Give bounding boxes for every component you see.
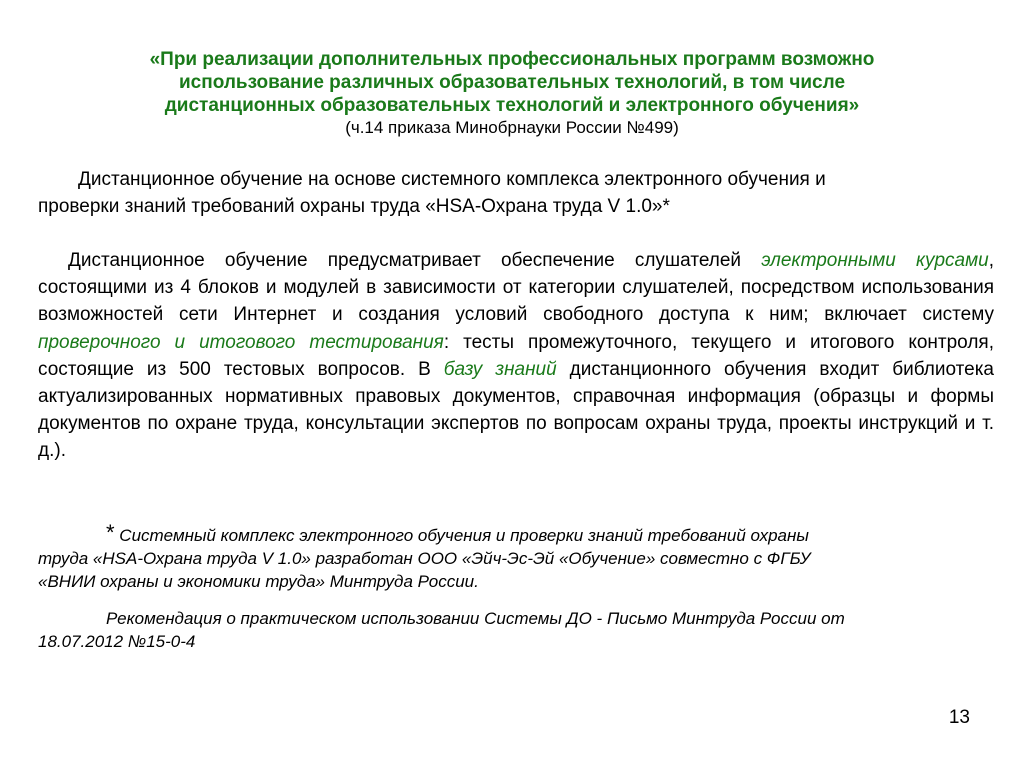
title-source: (ч.14 приказа Минобрнауки России №499) <box>345 118 679 137</box>
footnote <box>38 521 994 593</box>
footnote-text: Системный комплекс электронного обучения и проверки знаний требований охраны <box>114 526 809 545</box>
paragraph-1-line: проверки знаний требований охраны труда «HSA-Охрана труда V 1.0»* <box>38 196 670 217</box>
footnote-line <box>38 521 994 547</box>
paragraph-2 <box>38 247 994 465</box>
highlight-knowledge-base: базу знаний <box>443 358 557 380</box>
paragraph-2-text: : тесты промежуточного, текущего и итогового контроля, состоящие из 500 тестовых вопросов. В <box>38 331 994 380</box>
title-line: использование различных образовательных технологий, в том числе <box>178 72 846 93</box>
paragraph-1-line: Дистанционное обучение на основе системного комплекса электронного обучения и <box>78 169 826 190</box>
highlight-electronic-courses: электронными курсами <box>761 250 989 271</box>
footnote-line: «ВНИИ охраны и экономики труда» Минтруда России. <box>38 572 479 591</box>
paragraph-2-text: дистанционного обучения входит библиотека актуализированных нормативных правовых документов, справочная информация (образцы и формы документов по охране труда, консультации экспертов по вопросам охраны труда, проекты инструкций и т. д.). <box>38 358 994 462</box>
title-line: «При реализации дополнительных профессиональных программ возможно <box>149 49 875 70</box>
paragraph-2-text: Дистанционное обучение предусматривает обеспечение слушателей <box>68 250 762 271</box>
title <box>40 48 984 117</box>
page-number: 13 <box>948 707 970 728</box>
paragraph-2-text: , состоящими из 4 блоков и модулей в зависимости от категории слушателей, посредством использования возможностей сети Интернет и создания условий свободного доступа к ним; включает систему <box>38 250 994 326</box>
footnote-marker: * <box>106 520 115 545</box>
paragraph-1 <box>38 166 994 220</box>
title-block <box>40 48 984 139</box>
recommendation-line: 18.07.2012 №15-0-4 <box>38 632 196 651</box>
highlight-testing: проверочного и итогового тестирования <box>38 331 444 353</box>
recommendation <box>38 607 994 653</box>
footnote-line: труда «HSA-Охрана труда V 1.0» разработан ООО «Эйч-Эс-Эй «Обучение» совместно с ФГБУ <box>38 549 811 568</box>
title-line: дистанционных образовательных технологий и электронного обучения» <box>164 95 860 116</box>
recommendation-line: Рекомендация о практическом использовании Системы ДО - Письмо Минтруда России от <box>106 609 845 628</box>
